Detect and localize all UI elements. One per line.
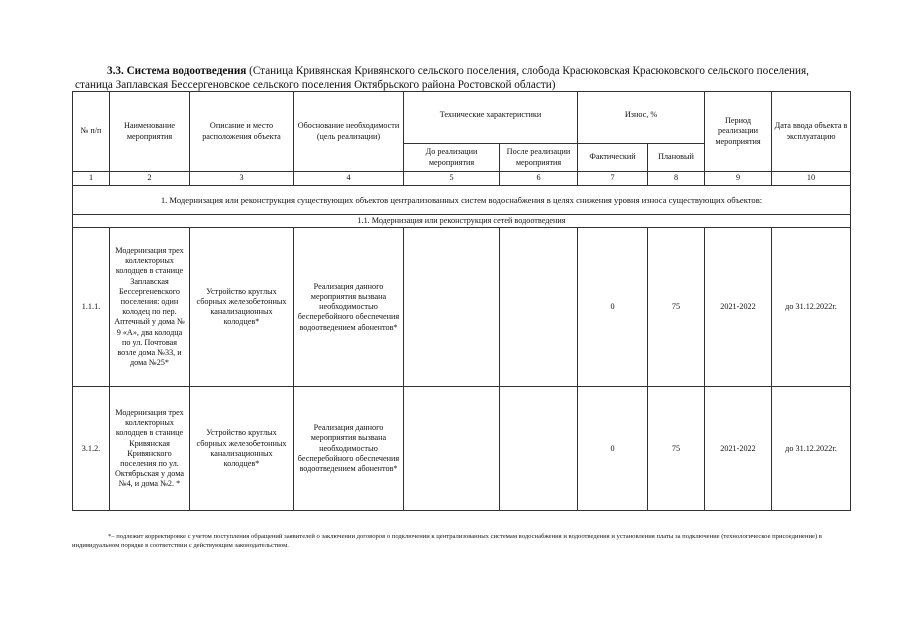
subsection-title: 1.1. Модернизация или реконструкция сетей водоотведения — [73, 215, 851, 228]
row-after — [500, 387, 578, 511]
column-number: 4 — [294, 172, 404, 186]
section-heading-text: (Станица Кривянская Кривянского сельского поселения, слобода Красюковская Красюковского сельского поселения, станица Заплавская Бессергеновское сельского поселения Октябрьского района Ростовской области) — [75, 65, 809, 91]
row-reason: Реализация данного мероприятия вызвана необходимостью бесперебойного обеспечения водоотведением абонентов* — [294, 228, 404, 387]
table-row — [73, 228, 851, 387]
column-number: 9 — [705, 172, 772, 186]
row-description: Устройство круглых сборных железобетонных канализационных колодцев* — [190, 387, 294, 511]
row-date: до 31.12.2022г. — [772, 387, 851, 511]
measures-table — [72, 91, 851, 511]
section-heading — [75, 64, 845, 92]
header-tech: Технические характеристики — [404, 92, 578, 144]
subsection-row — [73, 215, 851, 228]
header-num: № п/п — [73, 92, 110, 172]
column-number: 2 — [110, 172, 190, 186]
header-before: До реализации мероприятия — [404, 144, 500, 172]
section-title: 1. Модернизация или реконструкция существующих объектов централизованных систем водоснабжения в целях снижения уровня износа существующих объектов: — [73, 186, 851, 215]
row-name: Модернизация трех коллекторных колодцев в станице Кривянская Кривянского поселения по ул. Октябрьская у дома №4, и дома №2. * — [110, 387, 190, 511]
row-num: 3.1.2. — [73, 387, 110, 511]
row-before — [404, 387, 500, 511]
header-name: Наименование мероприятия — [110, 92, 190, 172]
row-planned: 75 — [648, 228, 705, 387]
header-description: Описание и место расположения объекта — [190, 92, 294, 172]
header-date: Дата ввода объекта в эксплуатацию — [772, 92, 851, 172]
row-date: до 31.12.2022г. — [772, 228, 851, 387]
row-actual: 0 — [578, 228, 648, 387]
header-planned: Плановый — [648, 144, 705, 172]
column-numbers-row — [73, 172, 851, 186]
row-period: 2021-2022 — [705, 387, 772, 511]
row-before — [404, 228, 500, 387]
section-row — [73, 186, 851, 215]
row-after — [500, 228, 578, 387]
section-heading-number: 3.3. Система водоотведения — [107, 65, 247, 77]
row-name: Модернизация трех коллекторных колодцев в станице Заплавская Бессергеневского поселения: один колодец по пер. Аптечный у дома № 9 «А», два колодца по ул. Почтовая возле дома №33, и дома №25* — [110, 228, 190, 387]
column-number: 3 — [190, 172, 294, 186]
column-number: 1 — [73, 172, 110, 186]
column-number: 6 — [500, 172, 578, 186]
column-number: 10 — [772, 172, 851, 186]
header-reason: Обоснование необходимости (цель реализации) — [294, 92, 404, 172]
row-reason: Реализация данного мероприятия вызвана необходимостью бесперебойного обеспечения водоотведением абонентов* — [294, 387, 404, 511]
header-period: Период реализации мероприятия — [705, 92, 772, 172]
column-number: 8 — [648, 172, 705, 186]
table-row — [73, 387, 851, 511]
footnote: *– подлежит корректировке с учетом поступления обращений заявителей о заключении договоров о подключении к централизованных системам водоснабжения и водоотведения и установления платы за подключение (технологическое присоединение) в индивидуальном порядке в соответствии с действующим законодательством. — [72, 533, 822, 549]
row-num: 1.1.1. — [73, 228, 110, 387]
header-after: После реализации мероприятия — [500, 144, 578, 172]
header-actual: Фактический — [578, 144, 648, 172]
row-period: 2021-2022 — [705, 228, 772, 387]
column-number: 7 — [578, 172, 648, 186]
header-wear: Износ, % — [578, 92, 705, 144]
row-planned: 75 — [648, 387, 705, 511]
header-row-1 — [73, 92, 851, 144]
row-actual: 0 — [578, 387, 648, 511]
column-number: 5 — [404, 172, 500, 186]
row-description: Устройство круглых сборных железобетонных канализационных колодцев* — [190, 228, 294, 387]
